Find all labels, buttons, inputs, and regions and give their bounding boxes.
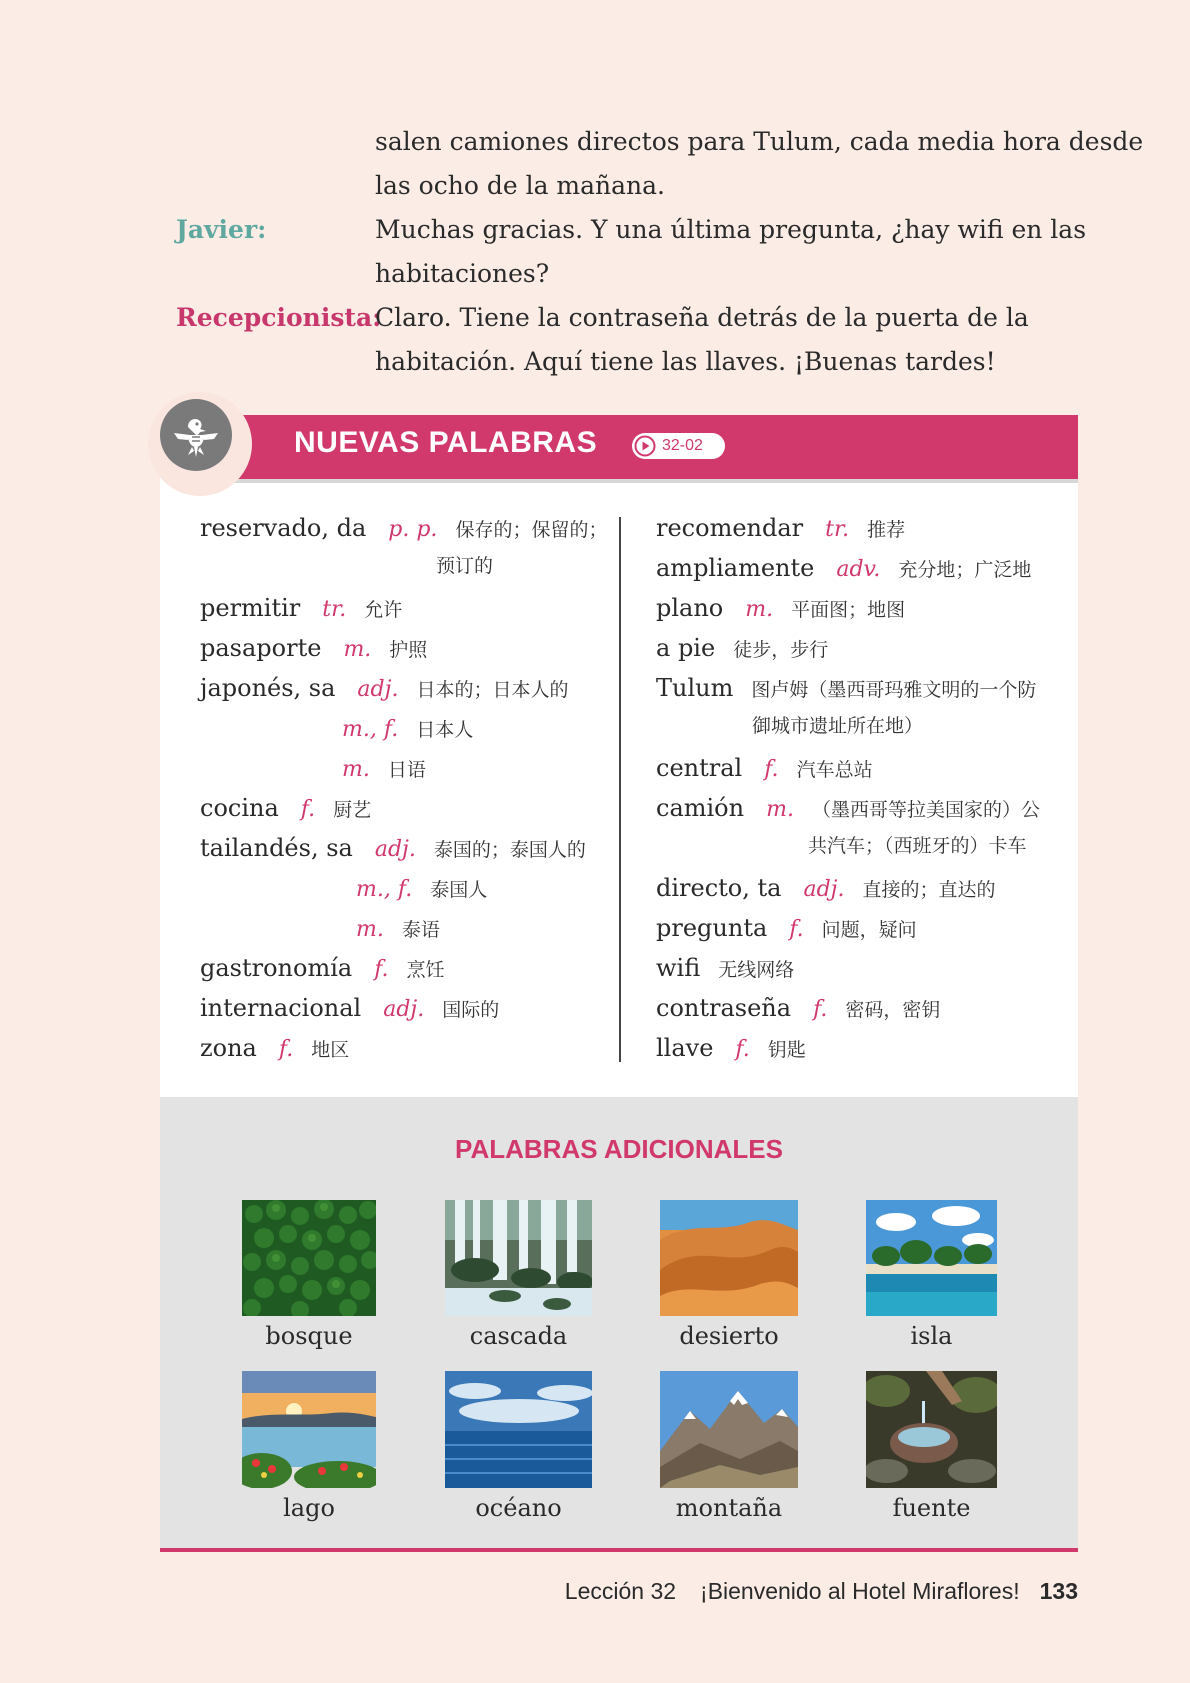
vocab-pos: adj. — [357, 677, 399, 702]
vocab-entry — [656, 993, 940, 1025]
picture-label: montaña — [675, 1494, 783, 1522]
dialogue-text: salen camiones directos para Tulum, cada media hora desde — [375, 127, 1144, 156]
vocab-word: internacional — [200, 994, 362, 1022]
vocab-entry — [656, 953, 794, 985]
vocab-word: pasaporte — [200, 634, 322, 662]
vocab-translation: 无线网络 — [718, 959, 795, 981]
vocab-pos: m. — [745, 597, 774, 622]
vocab-pos: f. — [374, 957, 389, 982]
fountain-photo — [866, 1371, 997, 1488]
dialogue-line — [176, 208, 1096, 252]
vocab-word: japonés, sa — [200, 674, 336, 702]
vocab-entry — [656, 1033, 806, 1065]
bird-icon — [160, 399, 232, 471]
vocab-entry — [200, 793, 371, 825]
vocab-pos: tr. — [825, 517, 850, 542]
vocab-translation-cont: 预订的 — [436, 555, 494, 577]
ocean-photo — [445, 1371, 592, 1488]
vocab-word: pregunta — [656, 914, 768, 942]
vocab-translation: 问题，疑问 — [821, 919, 917, 941]
vocab-word: llave — [656, 1034, 714, 1062]
vocab-word: central — [656, 754, 743, 782]
dialogue-text: Claro. Tiene la contraseña detrás de la puerta de la — [375, 303, 1029, 332]
dialogue-text: Muchas gracias. Y una última pregunta, ¿hay wifi en las — [375, 215, 1087, 244]
column-divider — [619, 517, 621, 1062]
island-photo — [866, 1200, 997, 1316]
vocab-word: cocina — [200, 794, 279, 822]
vocab-translation: 地区 — [311, 1039, 350, 1061]
vocab-word: recomendar — [656, 514, 804, 542]
vocab-translation: 泰语 — [401, 919, 440, 941]
vocab-entry — [200, 513, 607, 545]
vocab-translation: 日本人 — [416, 719, 474, 741]
vocab-entry — [656, 873, 996, 905]
vocab-word: permitir — [200, 594, 301, 622]
vocab-entry — [200, 953, 445, 985]
page-number: 133 — [1039, 1578, 1078, 1604]
vocab-word: a pie — [656, 634, 716, 662]
vocab-entry — [200, 633, 427, 665]
picture-label: desierto — [679, 1322, 779, 1350]
vocab-entry — [200, 993, 499, 1025]
vocab-word: Tulum — [656, 674, 734, 702]
dialogue-text: las ocho de la mañana. — [375, 171, 665, 200]
vocab-entry — [656, 913, 917, 945]
picture-label: lago — [283, 1494, 335, 1522]
vocab-entry — [200, 593, 402, 625]
speaker-name: Javier: — [176, 215, 267, 244]
picture-label: bosque — [265, 1322, 353, 1350]
vocab-translation: 厨艺 — [333, 799, 372, 821]
picture-label: isla — [910, 1322, 953, 1350]
vocab-word: gastronomía — [200, 954, 353, 982]
vocab-entry — [656, 513, 905, 545]
lesson-title: ¡Bienvenido al Hotel Miraflores! — [700, 1578, 1020, 1604]
vocab-translation-cont: 御城市遗址所在地） — [752, 715, 924, 737]
vocab-translation: 钥匙 — [767, 1039, 806, 1061]
vocab-entry — [200, 673, 568, 705]
vocab-translation: 密码，密钥 — [845, 999, 941, 1021]
vocab-pos: m. — [342, 757, 370, 782]
dialogue-line — [176, 120, 1144, 164]
vocab-pos: m. — [356, 917, 384, 942]
vocab-word: contraseña — [656, 994, 792, 1022]
vocab-entry — [200, 833, 586, 865]
vocab-entry — [200, 1033, 349, 1065]
vocab-entry — [334, 873, 487, 905]
lesson-label: Lección 32 — [564, 1578, 677, 1604]
picture-label: océano — [475, 1494, 562, 1522]
vocab-translation: 泰国的；泰国人的 — [433, 839, 586, 861]
vocab-entry — [656, 553, 1031, 585]
vocab-word: zona — [200, 1034, 257, 1062]
vocab-translation: 允许 — [364, 599, 403, 621]
vocab-pos: m. — [766, 797, 794, 822]
vocab-pos: f. — [278, 1037, 294, 1062]
vocab-translation: 国际的 — [442, 999, 500, 1021]
vocab-translation: 烹饪 — [406, 959, 445, 981]
picture-label: cascada — [469, 1322, 568, 1350]
picture-label: fuente — [892, 1494, 971, 1522]
vocab-translation: 日语 — [387, 759, 426, 781]
audio-track-badge[interactable] — [632, 433, 725, 459]
vocab-entry — [320, 713, 473, 745]
vocab-entry — [656, 593, 905, 625]
dialogue-line — [176, 164, 1096, 208]
vocab-entry — [656, 673, 1036, 705]
vocab-pos: m. — [343, 637, 372, 662]
vocab-word: camión — [656, 794, 745, 822]
vocab-pos: adj. — [383, 997, 425, 1022]
banner-shadow — [232, 479, 1078, 483]
vocab-translation: 推荐 — [867, 519, 906, 541]
dialogue — [176, 120, 1144, 384]
vocab-pos: adv. — [836, 557, 881, 582]
vocab-pos: f. — [813, 997, 828, 1022]
vocab-word: ampliamente — [656, 554, 815, 582]
vocab-pos: f. — [764, 757, 779, 782]
vocab-translation: 充分地；广泛地 — [898, 559, 1032, 581]
dialogue-line — [176, 252, 1096, 296]
vocab-word: directo, ta — [656, 874, 782, 902]
vocab-translation: 泰国人 — [430, 879, 488, 901]
bottom-rule — [160, 1548, 1078, 1552]
vocab-translation: （墨西哥等拉美国家的）公 — [811, 799, 1040, 821]
section-title: NUEVAS PALABRAS — [294, 426, 598, 459]
vocab-entry — [334, 913, 440, 945]
dialogue-line — [176, 340, 1096, 384]
vocab-entry — [656, 793, 1040, 825]
vocab-word: tailandés, sa — [200, 834, 353, 862]
vocab-translation: 护照 — [389, 639, 428, 661]
audio-code: 32-02 — [662, 437, 703, 454]
desert-photo — [660, 1200, 798, 1316]
vocab-translation: 保存的；保留的； — [455, 519, 608, 541]
vocab-pos: f. — [300, 797, 316, 822]
additional-words-title: PALABRAS ADICIONALES — [455, 1134, 783, 1164]
vocab-pos: adj. — [374, 837, 416, 862]
play-icon[interactable] — [634, 435, 656, 457]
mountain-photo — [660, 1371, 798, 1488]
vocab-pos: p. p. — [388, 517, 438, 542]
vocab-translation: 汽车总站 — [796, 759, 873, 781]
dialogue-text: habitaciones? — [375, 259, 550, 288]
vocab-translation: 日本的；日本人的 — [416, 679, 569, 701]
vocab-pos: m., f. — [342, 717, 399, 742]
lake-photo — [242, 1371, 376, 1488]
page-footer — [565, 1578, 1078, 1605]
forest-photo — [242, 1200, 376, 1316]
waterfall-photo — [445, 1200, 592, 1316]
vocab-pos: adj. — [803, 877, 845, 902]
vocab-translation-cont: 共汽车；（西班牙的）卡车 — [808, 835, 1027, 857]
vocab-translation: 直接的；直达的 — [862, 879, 996, 901]
speaker-name: Recepcionista: — [176, 303, 382, 332]
vocab-word: wifi — [656, 954, 701, 982]
dialogue-text: habitación. Aquí tiene las llaves. ¡Buenas tardes! — [375, 347, 996, 376]
vocab-translation: 图卢姆（墨西哥玛雅文明的一个防 — [751, 679, 1037, 701]
vocab-word: reservado, da — [200, 514, 367, 542]
vocab-translation: 徒步，步行 — [733, 639, 829, 661]
vocab-entry — [656, 633, 828, 665]
vocab-entry — [320, 753, 426, 785]
vocab-word: plano — [656, 594, 724, 622]
vocab-pos: m., f. — [356, 877, 413, 902]
vocab-translation: 平面图；地图 — [791, 599, 906, 621]
vocab-pos: f. — [735, 1037, 750, 1062]
dialogue-line — [176, 296, 1096, 340]
vocab-pos: tr. — [322, 597, 347, 622]
vocab-pos: f. — [789, 917, 804, 942]
vocab-entry — [656, 753, 873, 785]
